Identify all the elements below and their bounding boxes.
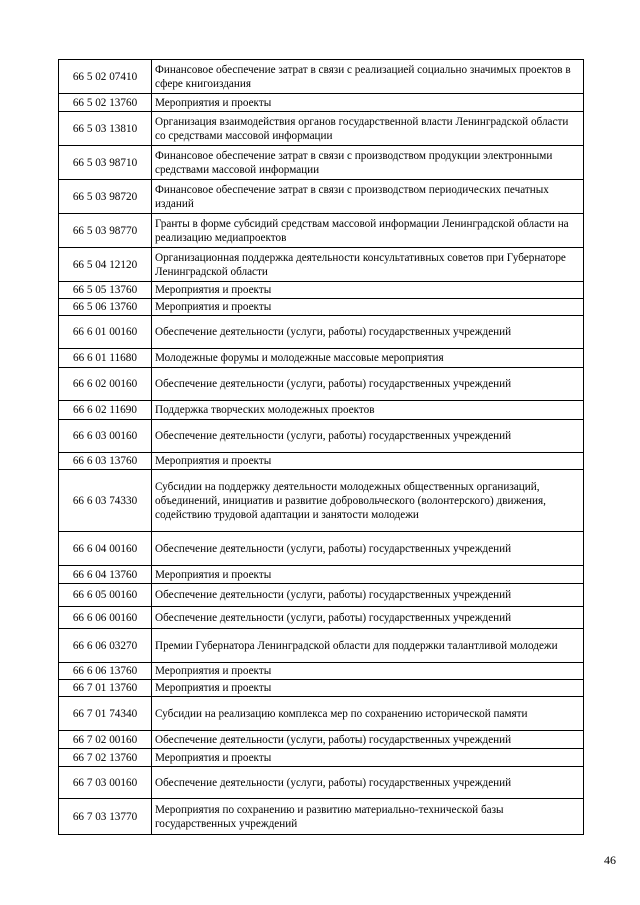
target-name-cell: Мероприятия и проекты <box>152 680 584 697</box>
table-row <box>59 282 584 299</box>
target-code-cell: 66 6 06 03270 <box>59 629 152 663</box>
budget-classification-table <box>58 59 584 835</box>
target-code-cell: 66 6 03 13760 <box>59 453 152 470</box>
target-name-cell: Финансовое обеспечение затрат в связи с производством периодических печатных изданий <box>152 180 584 214</box>
target-name-cell: Мероприятия и проекты <box>152 299 584 316</box>
target-code-cell: 66 5 03 13810 <box>59 112 152 146</box>
target-code-cell: 66 6 01 11680 <box>59 349 152 368</box>
target-name-cell: Премии Губернатора Ленинградской области для поддержки талантливой молодежи <box>152 629 584 663</box>
target-code-cell: 66 6 04 13760 <box>59 566 152 584</box>
target-name-cell: Субсидии на поддержку деятельности молодежных общественных организаций, объединений, инициатив и развитие добровольческого (волонтерского) движения, содействию трудовой адаптации и занятости молодежи <box>152 470 584 532</box>
target-code-cell: 66 6 02 11690 <box>59 401 152 420</box>
document-page <box>58 59 584 835</box>
target-code-cell: 66 6 03 74330 <box>59 470 152 532</box>
table-row <box>59 767 584 799</box>
target-name-cell: Финансовое обеспечение затрат в связи с реализацией социально значимых проектов в сфере книгоиздания <box>152 60 584 94</box>
table-row <box>59 680 584 697</box>
table-row <box>59 299 584 316</box>
target-name-cell: Мероприятия и проекты <box>152 663 584 680</box>
table-row <box>59 470 584 532</box>
target-code-cell: 66 5 03 98720 <box>59 180 152 214</box>
target-code-cell: 66 7 03 13770 <box>59 799 152 835</box>
target-code-cell: 66 5 03 98770 <box>59 214 152 248</box>
target-name-cell: Мероприятия и проекты <box>152 749 584 767</box>
target-code-cell: 66 7 01 13760 <box>59 680 152 697</box>
target-code-cell: 66 6 01 00160 <box>59 316 152 349</box>
table-row <box>59 663 584 680</box>
target-name-cell: Субсидии на реализацию комплекса мер по сохранению исторической памяти <box>152 697 584 731</box>
target-name-cell: Мероприятия и проекты <box>152 566 584 584</box>
table-row <box>59 112 584 146</box>
target-name-cell: Обеспечение деятельности (услуги, работы) государственных учреждений <box>152 584 584 607</box>
target-code-cell: 66 5 04 12120 <box>59 248 152 282</box>
target-name-cell: Финансовое обеспечение затрат в связи с производством продукции электронными средствами массовой информации <box>152 146 584 180</box>
target-code-cell: 66 6 04 00160 <box>59 532 152 566</box>
target-code-cell: 66 6 06 13760 <box>59 663 152 680</box>
table-row <box>59 248 584 282</box>
table-row <box>59 349 584 368</box>
table-row <box>59 60 584 94</box>
target-name-cell: Обеспечение деятельности (услуги, работы) государственных учреждений <box>152 316 584 349</box>
table-row <box>59 584 584 607</box>
target-code-cell: 66 5 03 98710 <box>59 146 152 180</box>
target-code-cell: 66 6 06 00160 <box>59 607 152 629</box>
table-row <box>59 453 584 470</box>
target-name-cell: Обеспечение деятельности (услуги, работы) государственных учреждений <box>152 731 584 749</box>
target-name-cell: Поддержка творческих молодежных проектов <box>152 401 584 420</box>
table-row <box>59 607 584 629</box>
table-row <box>59 749 584 767</box>
target-code-cell: 66 6 03 00160 <box>59 420 152 453</box>
table-row <box>59 697 584 731</box>
target-code-cell: 66 7 02 00160 <box>59 731 152 749</box>
target-name-cell: Гранты в форме субсидий средствам массовой информации Ленинградской области на реализацию медиапроектов <box>152 214 584 248</box>
page-number: 46 <box>604 853 616 867</box>
target-name-cell: Мероприятия и проекты <box>152 282 584 299</box>
target-code-cell: 66 5 02 07410 <box>59 60 152 94</box>
table-row <box>59 180 584 214</box>
target-name-cell: Мероприятия по сохранению и развитию материально-технической базы государственных учреждений <box>152 799 584 835</box>
target-name-cell: Мероприятия и проекты <box>152 453 584 470</box>
target-name-cell: Обеспечение деятельности (услуги, работы) государственных учреждений <box>152 767 584 799</box>
target-name-cell: Обеспечение деятельности (услуги, работы) государственных учреждений <box>152 420 584 453</box>
table-row <box>59 799 584 835</box>
table-row <box>59 420 584 453</box>
target-code-cell: 66 7 01 74340 <box>59 697 152 731</box>
target-code-cell: 66 6 02 00160 <box>59 368 152 401</box>
table-row <box>59 629 584 663</box>
target-name-cell: Обеспечение деятельности (услуги, работы) государственных учреждений <box>152 532 584 566</box>
target-code-cell: 66 5 06 13760 <box>59 299 152 316</box>
target-name-cell: Обеспечение деятельности (услуги, работы) государственных учреждений <box>152 607 584 629</box>
table-row <box>59 368 584 401</box>
table-row <box>59 532 584 566</box>
table-row <box>59 94 584 112</box>
target-name-cell: Организация взаимодействия органов государственной власти Ленинградской области со средствами массовой информации <box>152 112 584 146</box>
target-code-cell: 66 5 02 13760 <box>59 94 152 112</box>
table-row <box>59 316 584 349</box>
target-name-cell: Молодежные форумы и молодежные массовые мероприятия <box>152 349 584 368</box>
target-name-cell: Обеспечение деятельности (услуги, работы) государственных учреждений <box>152 368 584 401</box>
target-name-cell: Организационная поддержка деятельности консультативных советов при Губернаторе Ленинградской области <box>152 248 584 282</box>
table-row <box>59 146 584 180</box>
table-row <box>59 731 584 749</box>
target-code-cell: 66 7 02 13760 <box>59 749 152 767</box>
table-body <box>59 60 584 835</box>
target-code-cell: 66 5 05 13760 <box>59 282 152 299</box>
table-row <box>59 401 584 420</box>
table-row <box>59 214 584 248</box>
target-name-cell: Мероприятия и проекты <box>152 94 584 112</box>
table-row <box>59 566 584 584</box>
target-code-cell: 66 7 03 00160 <box>59 767 152 799</box>
target-code-cell: 66 6 05 00160 <box>59 584 152 607</box>
